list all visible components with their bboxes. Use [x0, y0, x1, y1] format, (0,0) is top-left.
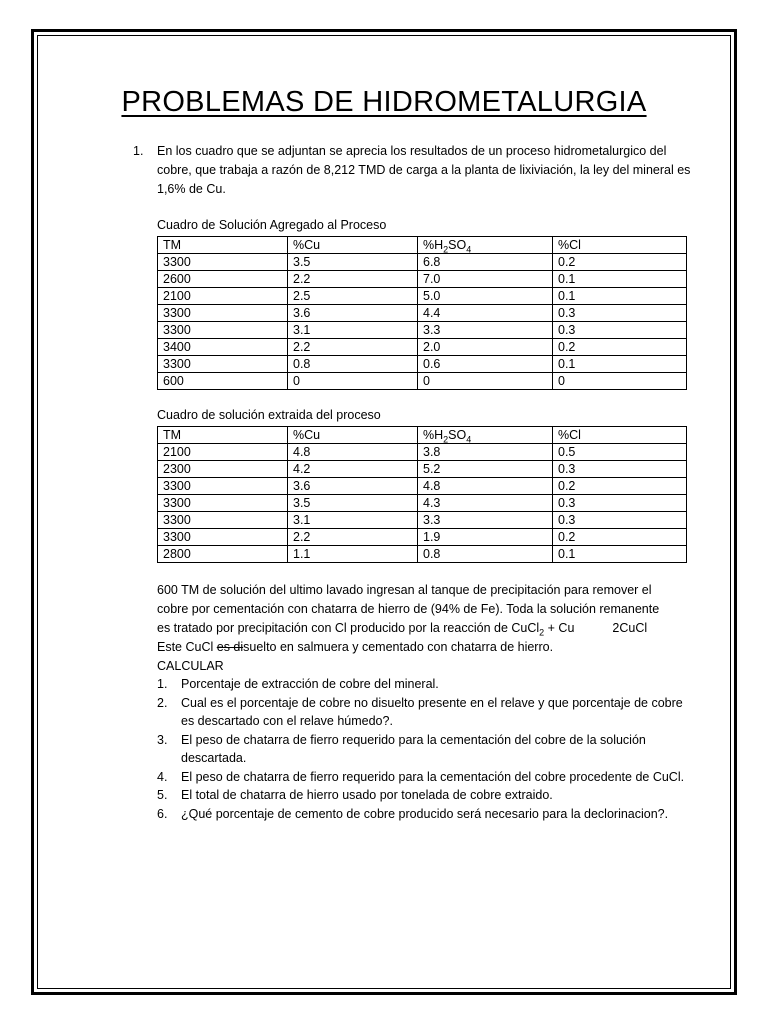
table-cell: 5.0 [418, 288, 553, 305]
header-cell: $\%H_2SO_4$ [418, 427, 553, 444]
table-row [158, 444, 687, 461]
table-row [158, 529, 687, 546]
table-row [158, 305, 687, 322]
problem-statement [133, 142, 693, 199]
problem-text: En los cuadro que se adjuntan se aprecia los resultados de un proceso hidrometalurgico del cobre, que trabaja a razón de 8,212 TMD de carga a la planta de lixiviación, la ley del mineral es 1,6% de Cu. [157, 144, 691, 196]
table-row [158, 254, 687, 271]
table-row [158, 373, 687, 390]
table-cell: 0.1 [553, 271, 687, 288]
table-cell: 0.3 [553, 512, 687, 529]
table-cell: 3300 [158, 254, 288, 271]
header-cell: %Cu [288, 237, 418, 254]
process-paragraph [157, 581, 697, 676]
table-cell: 0.2 [553, 254, 687, 271]
table-row [158, 271, 687, 288]
table-cell: 0.2 [553, 478, 687, 495]
table-cell: 0.8 [418, 546, 553, 563]
table-cell: 2800 [158, 546, 288, 563]
table-solution-added [157, 236, 687, 390]
table-cell: 0 [418, 373, 553, 390]
paragraph-line: 600 TM de solución del ultimo lavado ingresan al tanque de precipitación para remover el [157, 583, 652, 597]
table-cell: 4.3 [418, 495, 553, 512]
table-cell: 1.1 [288, 546, 418, 563]
table-cell: 5.2 [418, 461, 553, 478]
table-cell: 6.8 [418, 254, 553, 271]
table-cell: 3300 [158, 478, 288, 495]
table-cell: 2.5 [288, 288, 418, 305]
table-cell: 0.3 [553, 495, 687, 512]
table-cell: 2.2 [288, 529, 418, 546]
table-cell: 3300 [158, 322, 288, 339]
table-cell: 0.3 [553, 461, 687, 478]
paragraph-line-reaction: es tratado por precipitación con Cl producido por la reacción de CuCl$_2$ + Cu 2CuCl [157, 621, 648, 638]
table-row [158, 339, 687, 356]
table-cell: 600 [158, 373, 288, 390]
list-item: 5. El total de chatarra de hierro usado por tonelada de cobre extraido. [157, 788, 553, 802]
table-cell: 0.2 [553, 529, 687, 546]
table-cell: 3.5 [288, 254, 418, 271]
table-row [158, 512, 687, 529]
header-cell: %Cl [553, 237, 687, 254]
paragraph-line: cobre por cementación con chatarra de hierro de (94% de Fe). Toda la solución remanente [157, 602, 660, 616]
questions-list [157, 675, 697, 823]
struck-text: es di [216, 640, 244, 654]
table-cell: 3.1 [288, 322, 418, 339]
page-title: PROBLEMAS DE HIDROMETALURGIA [121, 86, 647, 118]
list-item: 6. ¿Qué porcentaje de cemento de cobre producido será necesario para la declorinacion?. [157, 806, 669, 821]
calcular-label: CALCULAR [157, 659, 224, 673]
table-cell: 2100 [158, 444, 288, 461]
table2-caption: Cuadro de solución extraida del proceso [157, 408, 381, 422]
table-cell: 0.8 [288, 356, 418, 373]
table-cell: 3.1 [288, 512, 418, 529]
table-cell: 3400 [158, 339, 288, 356]
table-cell: 0 [553, 373, 687, 390]
table-cell: 0.2 [553, 339, 687, 356]
table-cell: 2100 [158, 288, 288, 305]
table1-caption: Cuadro de Solución Agregado al Proceso [157, 218, 387, 232]
header-cell: TM [158, 237, 288, 254]
table-cell: 3.3 [418, 512, 553, 529]
table-row [158, 461, 687, 478]
table-cell: 4.8 [288, 444, 418, 461]
table-solution-extracted [157, 426, 687, 563]
table-cell: 3.6 [288, 305, 418, 322]
table-cell: 2600 [158, 271, 288, 288]
list-item: 4. El peso de chatarra de fierro requerido para la cementación del cobre procedente de CuCl. [157, 769, 685, 784]
table-cell: 3300 [158, 356, 288, 373]
table-header-row [158, 237, 687, 254]
table-cell: 3300 [158, 305, 288, 322]
table-row [158, 546, 687, 563]
table-cell: 2.2 [288, 271, 418, 288]
table-cell: 2.0 [418, 339, 553, 356]
table-header-row [158, 427, 687, 444]
table-cell: 3.6 [288, 478, 418, 495]
table-cell: 3300 [158, 512, 288, 529]
header-cell: %Cl [553, 427, 687, 444]
problem-number: 1. [133, 144, 144, 158]
table-cell: 2300 [158, 461, 288, 478]
table-row [158, 288, 687, 305]
header-cell: TM [158, 427, 288, 444]
table-cell: 0.1 [553, 546, 687, 563]
table-row [158, 356, 687, 373]
table-cell: 3300 [158, 529, 288, 546]
table-cell: 1.9 [418, 529, 553, 546]
table-cell: 0.3 [553, 322, 687, 339]
list-item: 3. El peso de chatarra de fierro requerido para la cementación del cobre de la solución descartada. [157, 732, 646, 765]
list-item: 1. Porcentaje de extracción de cobre del mineral. [157, 677, 439, 691]
table-cell: 0 [288, 373, 418, 390]
list-item: 2. Cual es el porcentaje de cobre no disuelto presente en el relave y que porcentaje de cobre es descartado con el relave húmedo?. [157, 695, 683, 728]
table-row [158, 495, 687, 512]
table-cell: 4.4 [418, 305, 553, 322]
table-cell: 2.2 [288, 339, 418, 356]
table-cell: 0.6 [418, 356, 553, 373]
table-cell: 0.1 [553, 356, 687, 373]
table-cell: 3.5 [288, 495, 418, 512]
table-cell: 4.8 [418, 478, 553, 495]
table-cell: 0.1 [553, 288, 687, 305]
table-cell: 0.5 [553, 444, 687, 461]
table-cell: 3300 [158, 495, 288, 512]
table-cell: 4.2 [288, 461, 418, 478]
header-cell: %Cu [288, 427, 418, 444]
paragraph-line: Este CuCl es disuelto en salmuera y cementado con chatarra de hierro. [157, 640, 554, 654]
table-cell: 3.8 [418, 444, 553, 461]
header-cell: $\%H_2SO_4$ [418, 237, 553, 254]
table-row [158, 478, 687, 495]
table-cell: 3.3 [418, 322, 553, 339]
table-cell: 0.3 [553, 305, 687, 322]
table-cell: 7.0 [418, 271, 553, 288]
table-row [158, 322, 687, 339]
